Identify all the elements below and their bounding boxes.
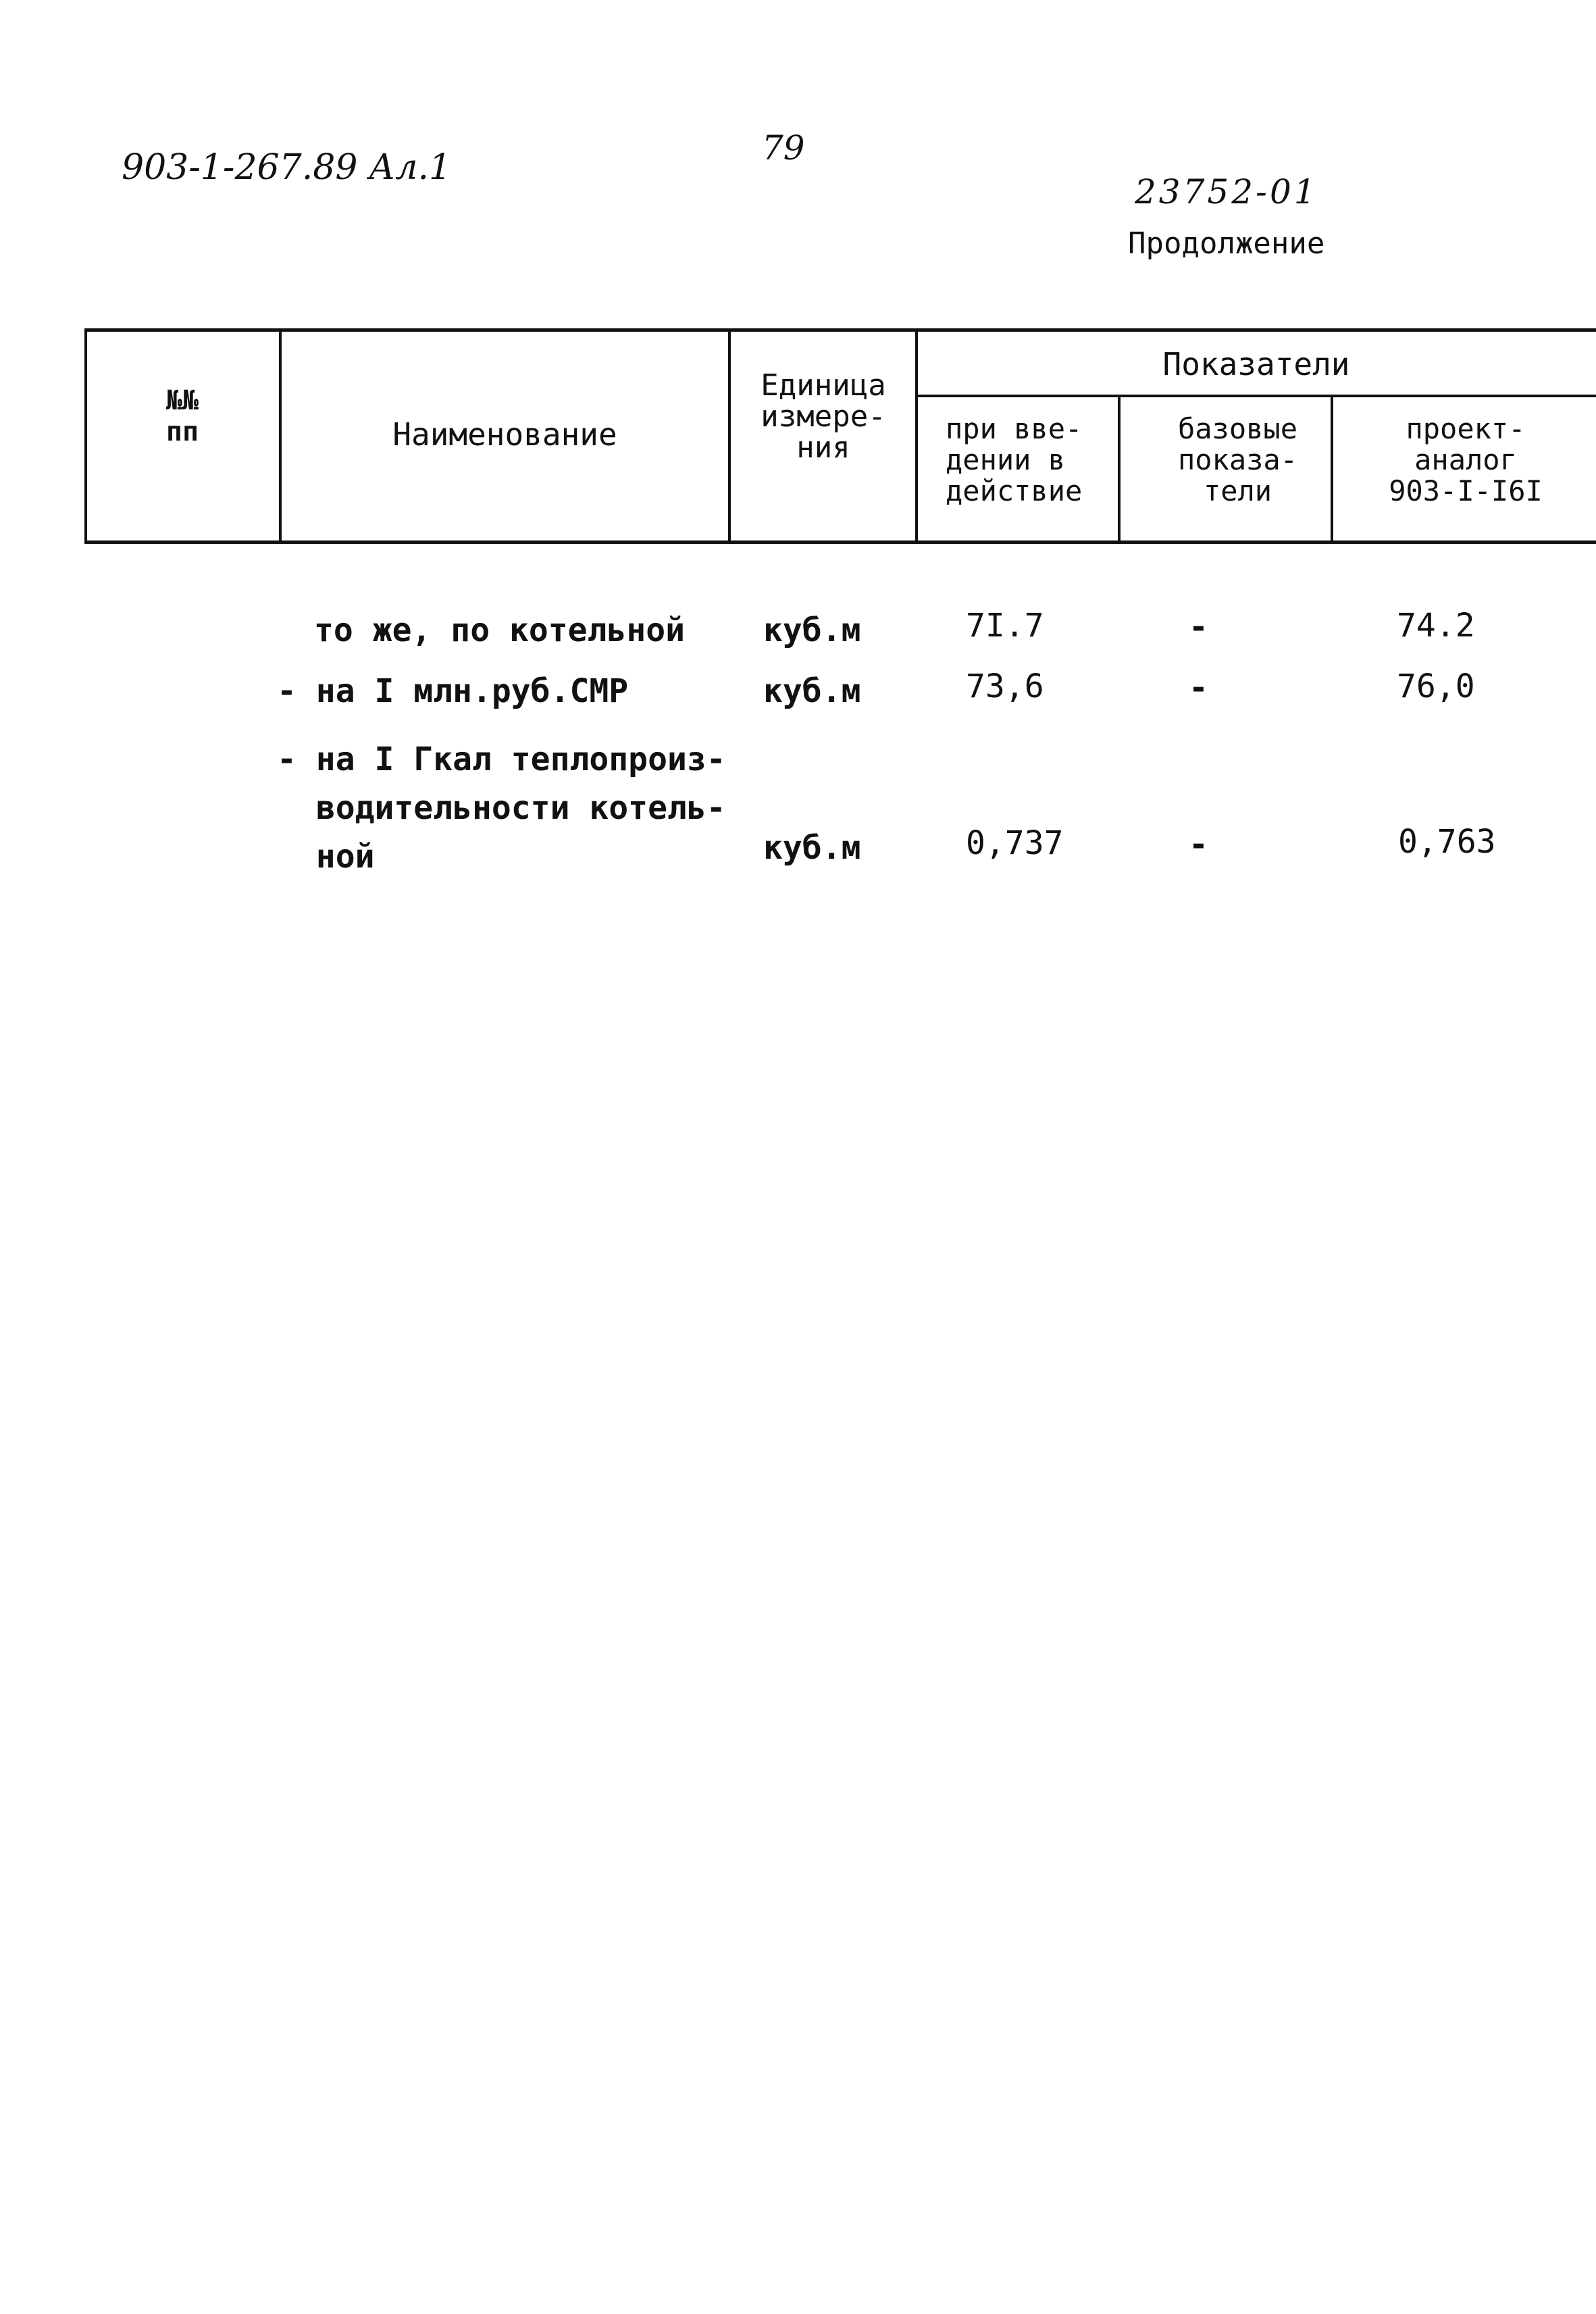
row-base: -	[1189, 608, 1208, 646]
col-header-indicators: Показатели	[1162, 346, 1350, 382]
header-top-rule	[84, 328, 1596, 332]
row-name: - на I млн.руб.СМР	[277, 672, 629, 710]
row-name: - на I Гкал теплопроиз- водительности котель- ной	[277, 740, 726, 876]
indicators-divider-rule	[917, 395, 1596, 397]
row-base: -	[1189, 669, 1208, 707]
col-header-name: Наименование	[392, 416, 617, 453]
vrule-1	[279, 328, 282, 543]
vrule-4	[1118, 396, 1121, 543]
col-header-base: базовые показа- тели	[1177, 412, 1297, 507]
row-unit: куб.м	[763, 829, 861, 867]
col-header-analog: проект- аналог 903-I-I6I	[1389, 412, 1543, 507]
document-code: 903-1-267.89 Ал.1	[122, 147, 452, 188]
row-analog: 76,0	[1397, 668, 1475, 705]
vrule-2	[728, 328, 731, 543]
row-analog: 0,763	[1398, 823, 1496, 861]
row-name: то же, по котельной	[314, 611, 686, 649]
document-number: 23752-01	[1135, 172, 1318, 211]
vrule-3	[915, 328, 918, 543]
vrule-left	[84, 328, 87, 543]
vrule-5	[1331, 396, 1333, 543]
col-header-on-commission: при вве- дении в действие	[946, 412, 1083, 507]
row-unit: куб.м	[763, 672, 861, 710]
row-on-commission: 7I.7	[966, 607, 1044, 645]
page-number: 79	[762, 128, 805, 168]
header-bottom-rule	[84, 540, 1596, 544]
row-unit: куб.м	[763, 611, 861, 649]
row-on-commission: 73,6	[966, 668, 1044, 705]
col-header-unit: Единица измере- ния	[761, 368, 886, 465]
row-on-commission: 0,737	[966, 824, 1064, 862]
row-base: -	[1189, 826, 1208, 863]
col-header-number: №№ пп	[165, 385, 199, 447]
continuation-label: Продолжение	[1128, 226, 1325, 261]
row-analog: 74.2	[1397, 607, 1475, 645]
